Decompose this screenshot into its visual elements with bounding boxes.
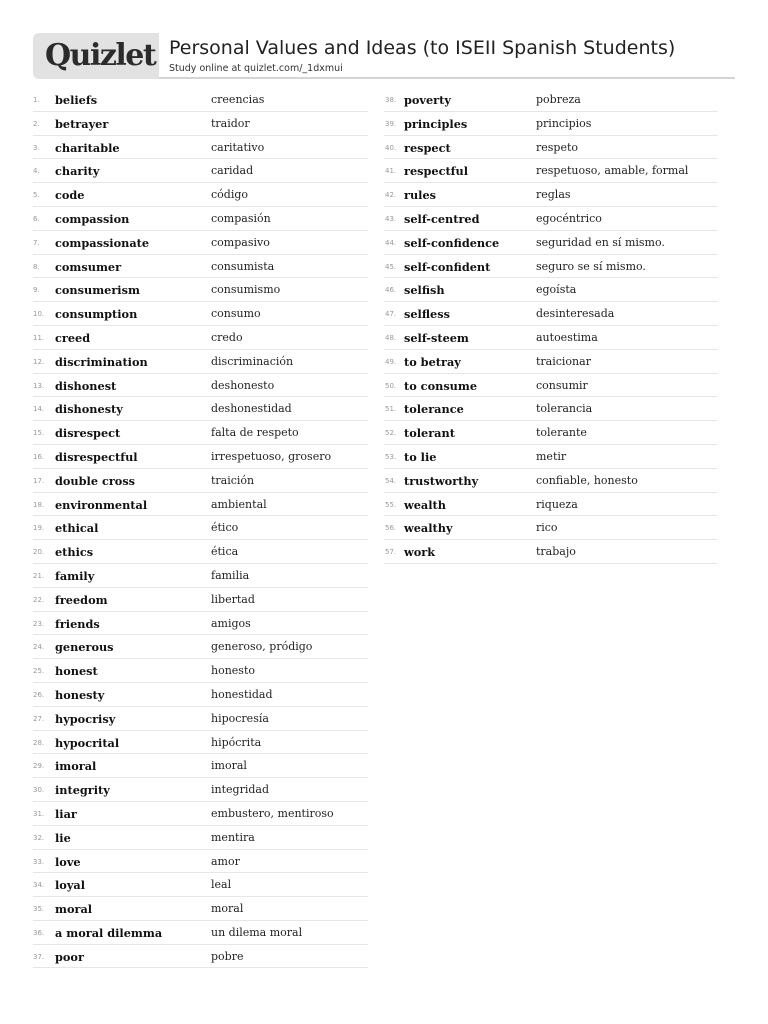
term-definition: autoestima xyxy=(536,330,598,344)
term-word: selfish xyxy=(404,283,445,298)
term-definition: credo xyxy=(211,330,243,344)
term-definition: imoral xyxy=(211,759,247,773)
term-row xyxy=(33,421,368,445)
term-number: 3. xyxy=(33,143,40,152)
term-definition: traidor xyxy=(211,116,250,130)
term-word: loyal xyxy=(55,878,86,893)
term-row xyxy=(33,302,368,326)
term-number: 25. xyxy=(33,667,45,676)
term-number: 13. xyxy=(33,381,45,390)
term-number: 54. xyxy=(385,476,397,485)
term-row xyxy=(33,516,368,540)
term-definition: caritativo xyxy=(211,140,265,154)
term-row xyxy=(33,802,368,826)
term-number: 42. xyxy=(385,191,397,200)
term-definition: amor xyxy=(211,854,240,868)
term-row xyxy=(33,397,368,421)
page-header xyxy=(33,33,735,79)
term-row xyxy=(384,255,718,279)
term-number: 40. xyxy=(385,143,397,152)
term-definition: traicionar xyxy=(536,354,591,368)
term-number: 48. xyxy=(385,333,397,342)
term-definition: generoso, pródigo xyxy=(211,640,313,654)
term-row xyxy=(384,302,718,326)
term-row xyxy=(384,278,718,302)
term-number: 23. xyxy=(33,619,45,628)
term-row xyxy=(33,374,368,398)
term-number: 39. xyxy=(385,119,397,128)
term-definition: moral xyxy=(211,902,244,916)
term-row xyxy=(384,540,718,564)
term-definition: tolerancia xyxy=(536,402,593,416)
term-row xyxy=(33,231,368,255)
term-row xyxy=(33,731,368,755)
quizlet-logo xyxy=(33,33,159,79)
term-row xyxy=(384,326,718,350)
term-row xyxy=(33,659,368,683)
term-number: 22. xyxy=(33,595,45,604)
term-definition: respeto xyxy=(536,140,579,154)
term-number: 52. xyxy=(385,429,397,438)
term-row xyxy=(33,588,368,612)
term-row xyxy=(384,493,718,517)
term-definition: código xyxy=(211,188,249,202)
term-word: ethical xyxy=(55,521,99,536)
term-definition: seguridad en sí mismo. xyxy=(536,235,665,249)
term-number: 45. xyxy=(385,262,397,271)
term-number: 20. xyxy=(33,548,45,557)
term-row xyxy=(33,278,368,302)
logo-text: Quizlet xyxy=(45,38,156,73)
term-number: 44. xyxy=(385,238,397,247)
term-row xyxy=(33,564,368,588)
term-word: generous xyxy=(55,640,114,655)
term-word: friends xyxy=(55,616,100,631)
term-word: hypocrisy xyxy=(55,711,116,726)
term-definition: creencias xyxy=(211,93,265,106)
term-number: 27. xyxy=(33,714,45,723)
term-number: 37. xyxy=(33,952,45,961)
term-definition: riqueza xyxy=(536,497,578,511)
term-row xyxy=(33,683,368,707)
term-definition: respetuoso, amable, formal xyxy=(536,164,689,178)
term-row xyxy=(33,826,368,850)
term-definition: pobreza xyxy=(536,93,581,106)
term-definition: ambiental xyxy=(211,497,267,511)
term-row xyxy=(33,493,368,517)
term-word: self-confidence xyxy=(404,235,500,250)
term-definition: traición xyxy=(211,473,255,487)
term-word: wealth xyxy=(404,497,446,512)
term-word: charitable xyxy=(55,140,120,155)
term-number: 28. xyxy=(33,738,45,747)
term-word: love xyxy=(55,854,81,869)
term-number: 1. xyxy=(33,96,40,104)
term-definition: leal xyxy=(211,878,232,892)
terms-column-left xyxy=(33,88,368,968)
term-definition: mentira xyxy=(211,830,255,844)
term-row xyxy=(384,516,718,540)
term-word: honest xyxy=(55,664,98,679)
term-word: selfless xyxy=(404,307,450,322)
term-number: 53. xyxy=(385,452,397,461)
term-definition: ética xyxy=(211,545,239,559)
term-number: 19. xyxy=(33,524,45,533)
term-word: betrayer xyxy=(55,116,109,131)
term-row xyxy=(384,350,718,374)
term-definition: desinteresada xyxy=(536,307,615,321)
term-word: charity xyxy=(55,164,100,179)
term-word: freedom xyxy=(55,592,108,607)
term-number: 7. xyxy=(33,238,40,247)
term-definition: compasión xyxy=(211,211,271,225)
term-row xyxy=(384,397,718,421)
term-number: 29. xyxy=(33,762,45,771)
term-row xyxy=(33,850,368,874)
term-number: 30. xyxy=(33,786,45,795)
term-number: 49. xyxy=(385,357,397,366)
term-word: double cross xyxy=(55,473,136,488)
term-word: imoral xyxy=(55,759,97,774)
term-definition: trabajo xyxy=(536,545,576,559)
term-definition: embustero, mentiroso xyxy=(211,806,334,820)
term-word: compassion xyxy=(55,211,130,226)
term-row xyxy=(33,469,368,493)
term-word: beliefs xyxy=(55,93,98,107)
term-definition: hipócrita xyxy=(211,735,262,749)
term-number: 15. xyxy=(33,429,45,438)
term-definition: amigos xyxy=(211,616,251,630)
term-row xyxy=(33,255,368,279)
term-number: 26. xyxy=(33,690,45,699)
term-number: 5. xyxy=(33,191,40,200)
term-word: moral xyxy=(55,902,93,917)
term-word: work xyxy=(404,545,436,560)
term-word: environmental xyxy=(55,497,148,512)
term-row xyxy=(33,88,368,112)
term-number: 36. xyxy=(33,928,45,937)
term-number: 34. xyxy=(33,881,45,890)
term-row xyxy=(33,873,368,897)
term-word: respectful xyxy=(404,164,469,179)
term-row xyxy=(33,159,368,183)
term-number: 9. xyxy=(33,286,40,295)
term-word: principles xyxy=(404,116,468,131)
term-row xyxy=(33,921,368,945)
term-number: 43. xyxy=(385,214,397,223)
term-word: poor xyxy=(55,949,84,964)
term-word: liar xyxy=(55,806,77,821)
term-word: poverty xyxy=(404,93,451,107)
term-row xyxy=(33,112,368,136)
term-row xyxy=(384,374,718,398)
term-word: honesty xyxy=(55,687,105,702)
page-title: Personal Values and Ideas (to ISEII Spanish Students) xyxy=(169,37,676,59)
term-definition: ético xyxy=(211,521,239,535)
term-row xyxy=(33,326,368,350)
term-row xyxy=(384,112,718,136)
term-row xyxy=(33,754,368,778)
term-word: dishonest xyxy=(55,378,117,393)
term-definition: metir xyxy=(536,449,567,463)
term-row xyxy=(33,635,368,659)
term-word: family xyxy=(55,568,95,583)
term-row xyxy=(33,183,368,207)
term-definition: consumista xyxy=(211,259,275,273)
term-number: 32. xyxy=(33,833,45,842)
term-definition: principios xyxy=(536,116,592,130)
term-definition: egocéntrico xyxy=(536,211,602,225)
term-number: 4. xyxy=(33,167,40,176)
term-definition: caridad xyxy=(211,164,254,178)
term-word: to lie xyxy=(404,449,437,464)
term-row xyxy=(384,445,718,469)
term-number: 51. xyxy=(385,405,397,414)
term-definition: libertad xyxy=(211,592,255,606)
term-number: 14. xyxy=(33,405,45,414)
term-row xyxy=(33,350,368,374)
term-row xyxy=(33,207,368,231)
term-number: 8. xyxy=(33,262,40,271)
term-row xyxy=(384,88,718,112)
term-number: 10. xyxy=(33,310,45,319)
term-word: compassionate xyxy=(55,235,150,250)
term-number: 57. xyxy=(385,548,397,557)
term-number: 46. xyxy=(385,286,397,295)
term-definition: consumismo xyxy=(211,283,281,297)
term-word: lie xyxy=(55,830,71,845)
term-definition: confiable, honesto xyxy=(536,473,638,487)
term-number: 35. xyxy=(33,905,45,914)
term-word: tolerant xyxy=(404,426,455,441)
term-number: 41. xyxy=(385,167,397,176)
term-row xyxy=(384,469,718,493)
term-definition: seguro se sí mismo. xyxy=(536,259,646,273)
term-word: creed xyxy=(55,330,91,345)
term-number: 21. xyxy=(33,571,45,580)
term-row xyxy=(384,231,718,255)
term-word: self-confident xyxy=(404,259,491,274)
term-word: integrity xyxy=(55,783,110,798)
term-number: 11. xyxy=(33,333,45,342)
term-row xyxy=(384,421,718,445)
term-definition: discriminación xyxy=(211,354,294,368)
term-definition: consumo xyxy=(211,307,261,321)
term-word: consumerism xyxy=(55,283,140,298)
term-row xyxy=(33,707,368,731)
terms-column-right xyxy=(384,88,718,564)
term-definition: honestidad xyxy=(211,687,273,701)
page-subtitle: Study online at quizlet.com/_1dxmui xyxy=(169,63,343,74)
term-definition: compasivo xyxy=(211,235,270,249)
term-row xyxy=(384,136,718,160)
term-definition: tolerante xyxy=(536,426,587,440)
term-word: to consume xyxy=(404,378,478,393)
term-definition: un dilema moral xyxy=(211,925,303,939)
term-row xyxy=(33,945,368,969)
term-definition: egoísta xyxy=(536,283,577,297)
term-definition: consumir xyxy=(536,378,588,392)
term-row xyxy=(33,778,368,802)
term-word: dishonesty xyxy=(55,402,123,417)
term-word: to betray xyxy=(404,354,461,369)
term-word: self-centred xyxy=(404,211,480,226)
term-row xyxy=(384,159,718,183)
term-definition: integridad xyxy=(211,783,269,797)
term-word: discrimination xyxy=(55,354,148,369)
term-word: respect xyxy=(404,140,451,155)
term-definition: irrespetuoso, grosero xyxy=(211,449,332,463)
term-definition: familia xyxy=(211,568,250,582)
term-number: 31. xyxy=(33,809,45,818)
term-word: tolerance xyxy=(404,402,464,417)
term-row xyxy=(33,540,368,564)
term-row xyxy=(33,897,368,921)
term-row xyxy=(384,183,718,207)
term-definition: pobre xyxy=(211,949,244,963)
term-number: 55. xyxy=(385,500,397,509)
term-word: consumption xyxy=(55,307,138,322)
term-definition: hipocresía xyxy=(211,711,269,725)
term-row xyxy=(33,612,368,636)
term-definition: deshonesto xyxy=(211,378,275,392)
term-definition: deshonestidad xyxy=(211,402,292,416)
term-definition: reglas xyxy=(536,188,571,202)
term-number: 6. xyxy=(33,214,40,223)
term-word: code xyxy=(55,188,85,203)
term-definition: honesto xyxy=(211,664,255,678)
term-number: 33. xyxy=(33,857,45,866)
term-definition: rico xyxy=(536,521,558,535)
term-number: 12. xyxy=(33,357,45,366)
term-row xyxy=(33,445,368,469)
term-word: hypocrital xyxy=(55,735,120,750)
term-word: disrespect xyxy=(55,426,121,441)
term-word: comsumer xyxy=(55,259,122,274)
term-word: self-steem xyxy=(404,330,469,345)
term-number: 56. xyxy=(385,524,397,533)
term-word: wealthy xyxy=(404,521,453,536)
term-word: disrespectful xyxy=(55,449,138,464)
term-word: rules xyxy=(404,188,437,203)
term-number: 16. xyxy=(33,452,45,461)
term-number: 38. xyxy=(385,96,397,104)
term-number: 24. xyxy=(33,643,45,652)
term-number: 47. xyxy=(385,310,397,319)
term-row xyxy=(33,136,368,160)
header-divider xyxy=(159,77,735,79)
term-row xyxy=(384,207,718,231)
term-number: 18. xyxy=(33,500,45,509)
term-word: a moral dilemma xyxy=(55,925,163,940)
term-number: 17. xyxy=(33,476,45,485)
term-number: 50. xyxy=(385,381,397,390)
term-word: trustworthy xyxy=(404,473,479,488)
term-word: ethics xyxy=(55,545,94,560)
term-definition: falta de respeto xyxy=(211,426,299,440)
term-number: 2. xyxy=(33,119,40,128)
